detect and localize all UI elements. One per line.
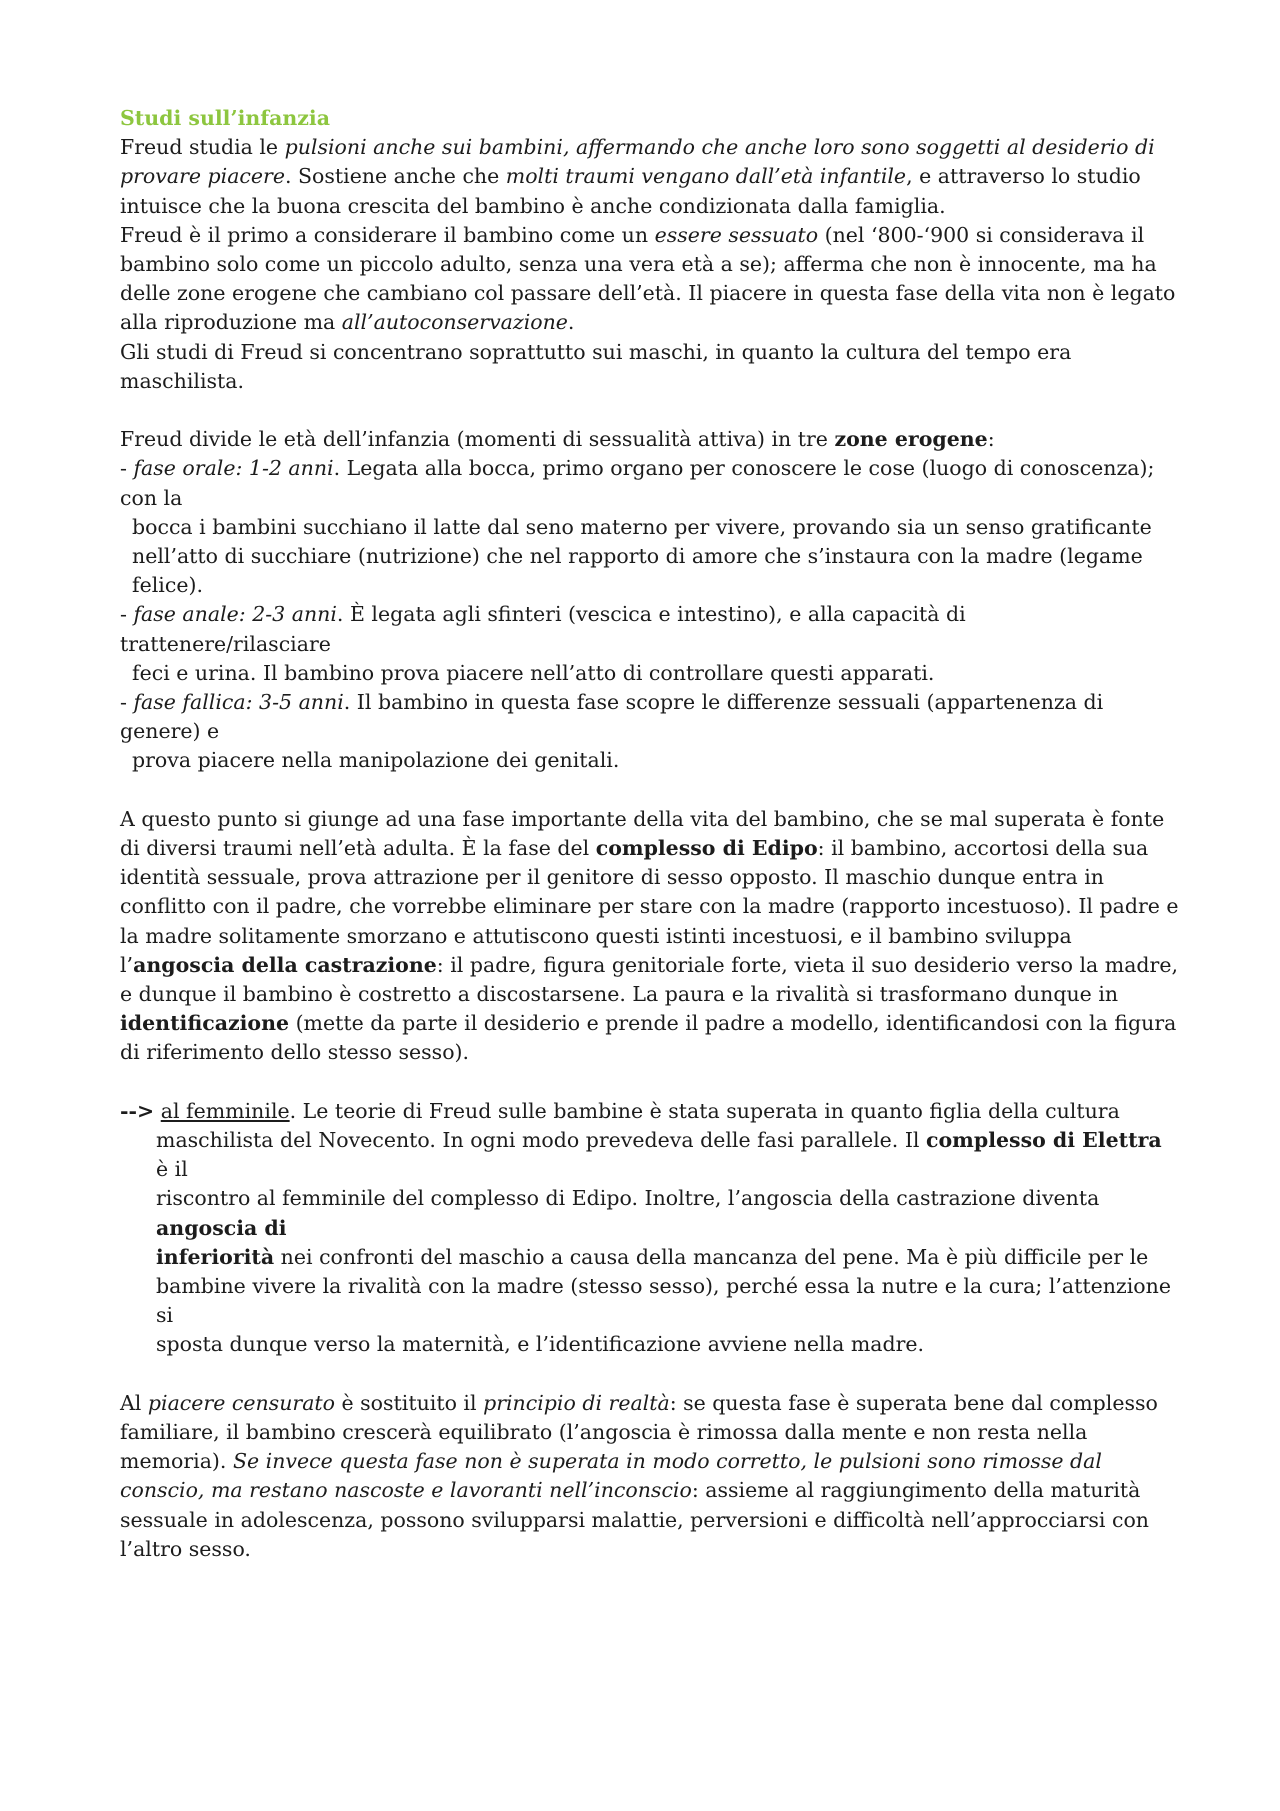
phase-oral: - fase orale: 1-2 anni. Legata alla bocca, primo organo per conoscere le cose (luogo di conoscenza); con la bocca i bambini succhiano il latte dal seno materno per vivere, provando sia un senso gratificante nell’atto di succhiare (nutrizione) che nel rapporto di amore che s’instaura con la madre (legame felice). <box>120 456 1155 598</box>
phase-phallic: - fase fallica: 3-5 anni. Il bambino in questa fase scopre le differenze sessuali (appartenenza di genere) e prova piacere nella manipolazione dei genitali. <box>120 690 1104 773</box>
section-title: Studi sull’infanzia <box>120 106 331 130</box>
paragraph-zones-intro: Freud divide le età dell’infanzia (momenti di sessualità attiva) in tre zone erogene: <box>120 427 995 452</box>
paragraph-oedipus: A questo punto si giunge ad una fase importante della vita del bambino, che se mal superata è fonte di diversi traumi nell’età adulta. È la fase del complesso di Edipo: il bambino, accortosi della sua identità sessuale, prova attrazione per il genitore di sesso opposto. Il maschio dunque entra in conflitto con il padre, che vorrebbe eliminare per stare con la madre (rapporto incestuoso). Il padre e la madre solitamente smorzano e attutiscono questi istinti incestuosi, e il bambino sviluppa l’angoscia della castrazione: il padre, figura genitoriale forte, vieta il suo desiderio verso la madre, e dunque il bambino è costretto a discostarsene. La paura e la rivalità si trasformano dunque in identificazione (mette da parte il desiderio e prende il padre a modello, identificandosi con la figura di riferimento dello stesso sesso). <box>120 806 1179 1065</box>
underlined-heading: al femminile <box>160 1098 290 1123</box>
arrow-marker: --> <box>120 1098 155 1123</box>
paragraph-sexual-being: Freud è il primo a considerare il bambino come un essere sessuato (nel ‘800-‘900 si considerava il bambino solo come un piccolo adulto, senza una vera età a se); afferma che non è innocente, ma ha delle zone erogene che cambiano col passare dell’età. Il piacere in questa fase della vita non è legato alla riproduzione ma all’autoconservazione. <box>120 222 1176 335</box>
paragraph-gap <box>120 1360 1180 1389</box>
paragraph-reality-principle: Al piacere censurato è sostituito il principio di realtà: se questa fase è superata bene dal complesso familiare, il bambino crescerà equilibrato (l’angoscia è rimossa dalla mente e non resta nella memoria). Se invece questa fase non è superata in modo corretto, le pulsioni sono rimosse dal conscio, ma restano nascoste e lavoranti nell’inconscio: assieme al raggiungimento della maturità sessuale in adolescenza, possono svilupparsi malattie, perversioni e difficoltà nell’approcciarsi con l’altro sesso. <box>120 1390 1158 1561</box>
phase-anal: - fase anale: 2-3 anni. È legata agli sfinteri (vescica e intestino), e alla capacità di trattenere/rilasciare feci e urina. Il bambino prova piacere nell’atto di controllare questi apparati. <box>120 602 966 685</box>
paragraph-male-focus: Gli studi di Freud si concentrano soprattutto sui maschi, in quanto la cultura del tempo era maschilista. <box>120 339 1072 393</box>
paragraph-gap <box>120 396 1180 425</box>
paragraph-intro: Freud studia le pulsioni anche sui bambini, affermando che anche loro sono soggetti al desiderio di provare piacere. Sostiene anche che molti traumi vengano dall’età infantile, e attraverso lo studio intuisce che la buona crescita del bambino è anche condizionata dalla famiglia. <box>120 135 1155 218</box>
document-page <box>120 104 1180 1564</box>
paragraph-feminine: --> al femminile. Le teorie di Freud sulle bambine è stata superata in quanto figlia della cultura maschilista del Novecento. In ogni modo prevedeva delle fasi parallele. Il complesso di Elettra è il riscontro al femminile del complesso di Edipo. Inoltre, l’angoscia della castrazione diventa angoscia di inferiorità nei confronti del maschio a causa della mancanza del pene. Ma è più difficile per le bambine vivere la rivalità con la madre (stesso sesso), perché essa la nutre e la cura; l’attenzione si sposta dunque verso la maternità, e l’identificazione avviene nella madre. <box>120 1098 1171 1357</box>
paragraph-gap <box>120 1068 1180 1097</box>
paragraph-gap <box>120 776 1180 805</box>
